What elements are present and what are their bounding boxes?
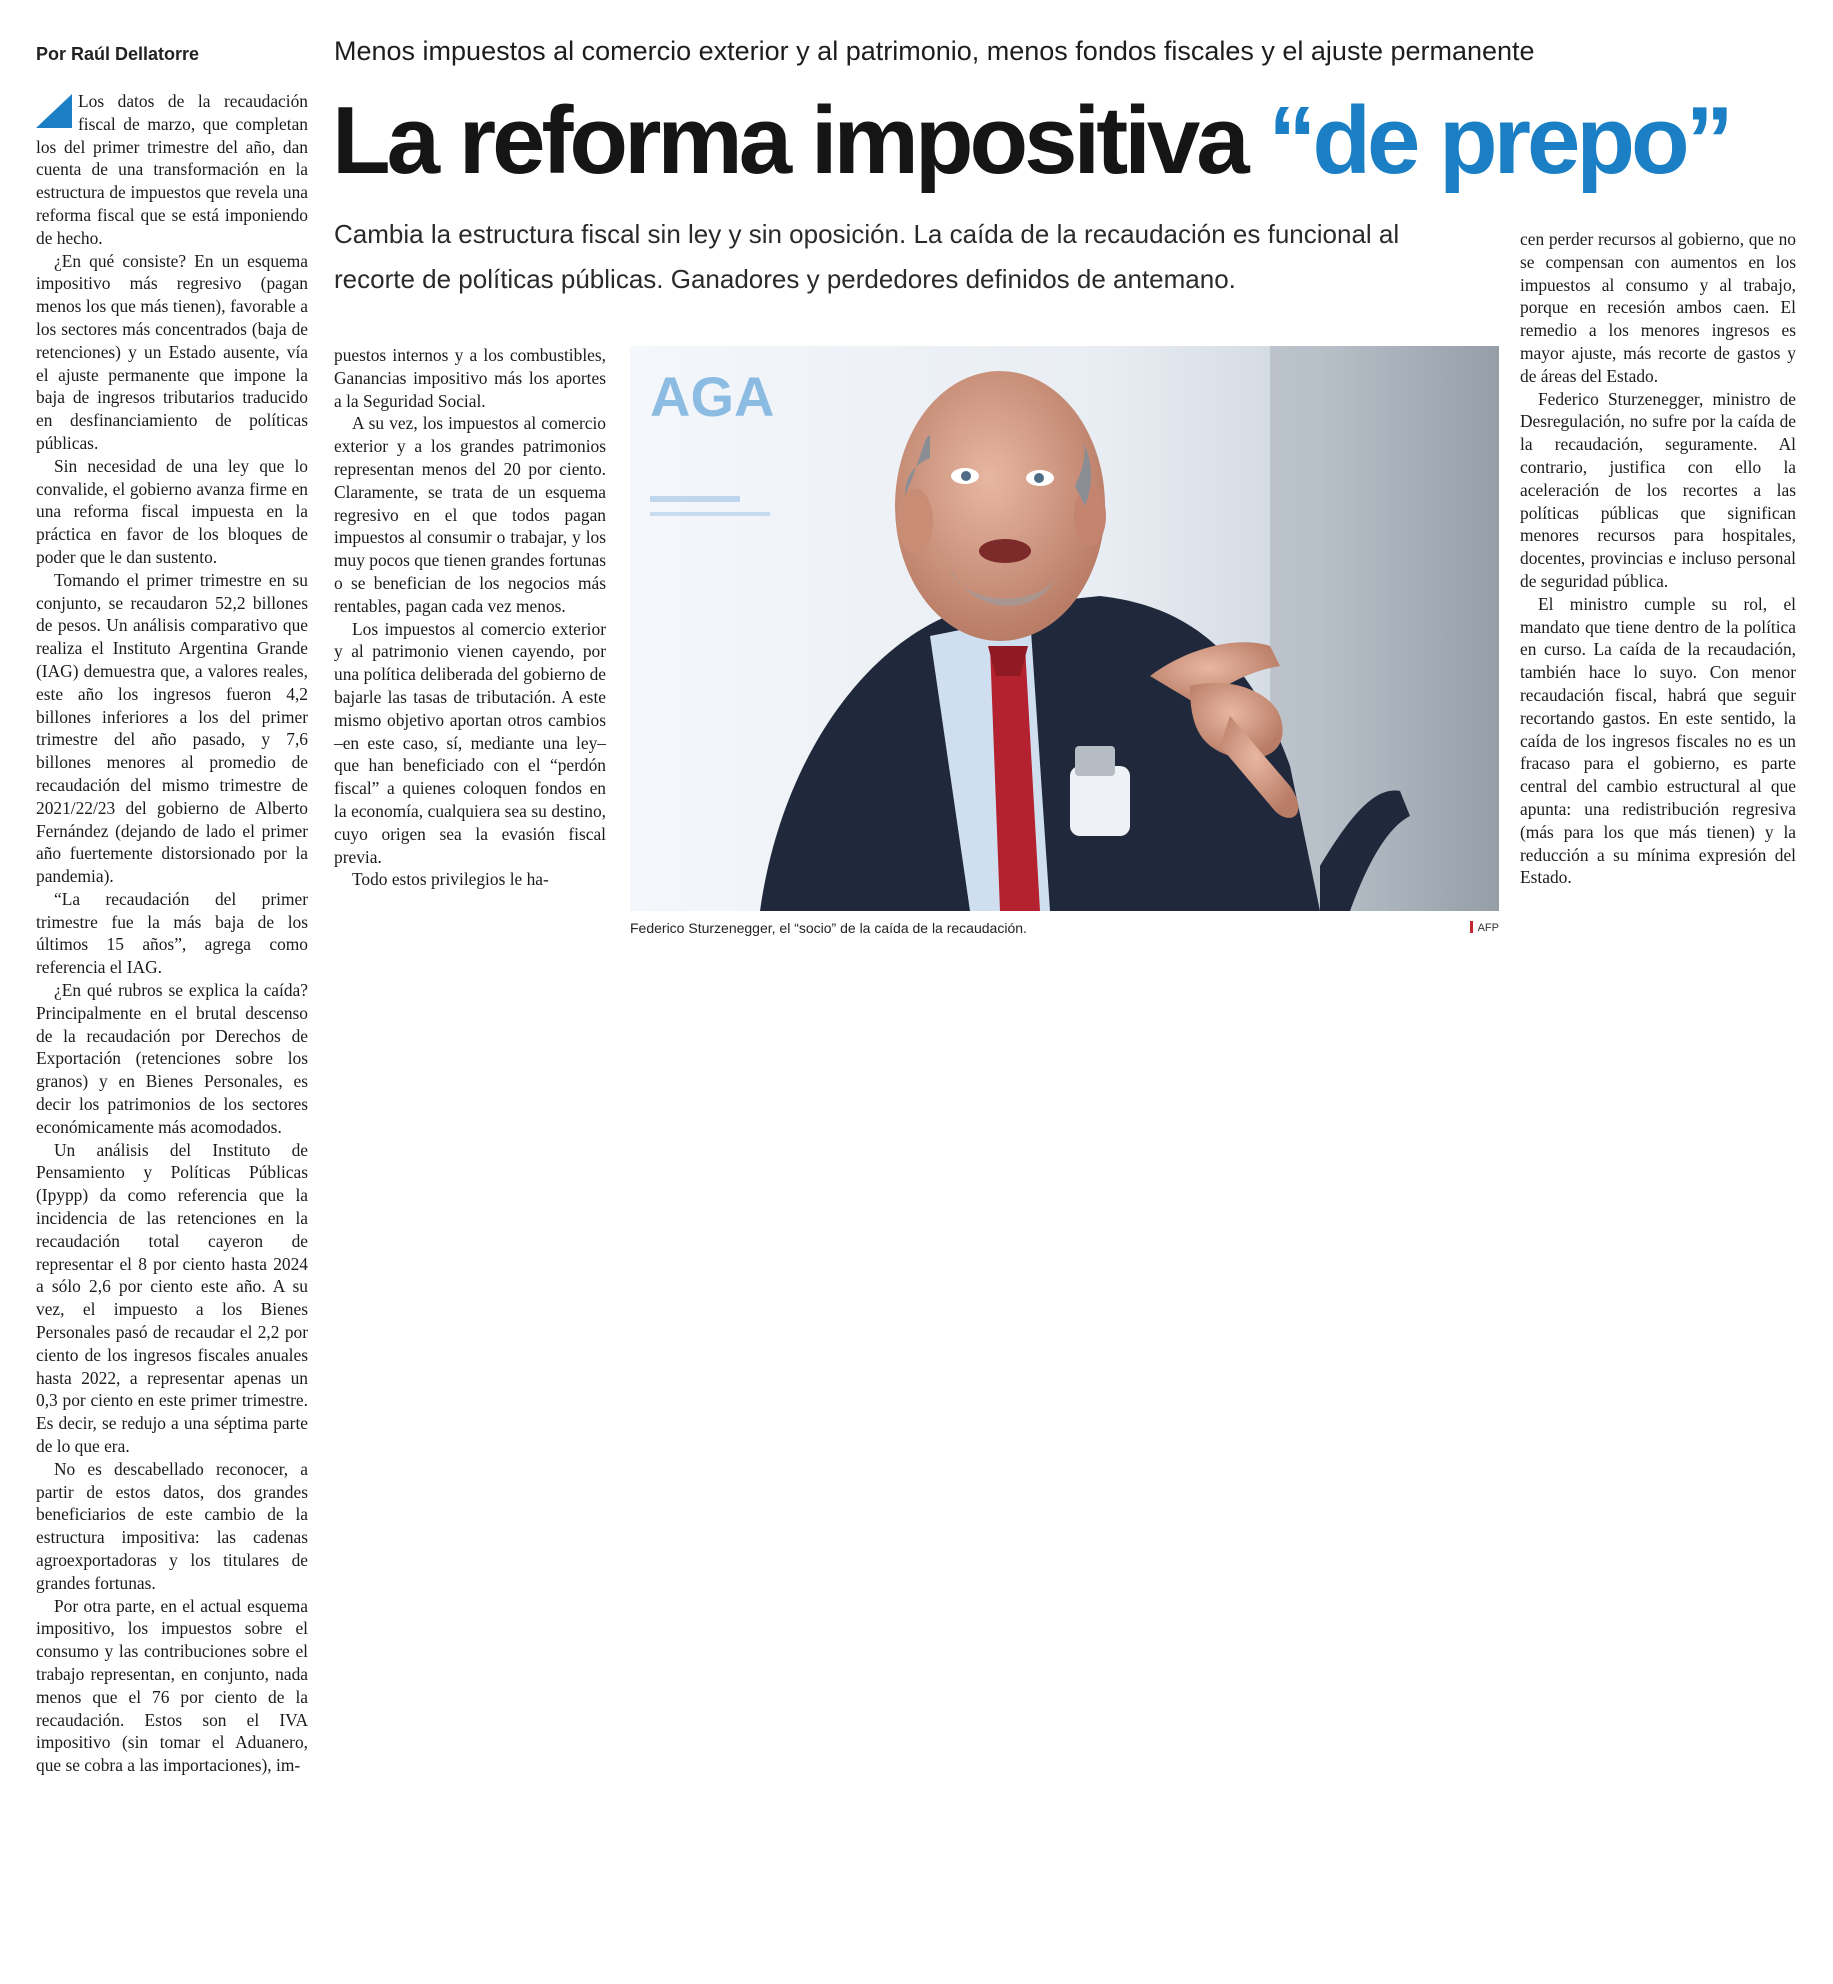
- photo-caption-text: Federico Sturzenegger, el “socio” de la caída de la recaudación.: [630, 920, 1027, 936]
- photo-credit: [1470, 921, 1499, 934]
- article-paragraph: Federico Sturzenegger, ministro de Desregulación, no sufre por la caída de la recaudación, seguramente. Al contrario, justifica con ello la aceleración de los recortes a las políticas públicas que significan menores recursos para hospitales, docentes, provincias e incluso personal de seguridad pública.: [1520, 388, 1796, 591]
- article-paragraph: Los datos de la recaudación fiscal de marzo, que completan los del primer trimestre del año, dan cuenta de una transformación en la estructura de impuestos que revela una reforma fiscal que se está imponiendo de hecho.: [36, 91, 308, 248]
- article-paragraph: Por otra parte, en el actual esquema impositivo, los impuestos sobre el consumo y las contribuciones sobre el trabajo representan, en conjunto, nada menos que el 76 por ciento de la recaudación. Estos son el IVA impositivo (sin tomar el Aduanero, que se cobra a las importaciones), im-: [36, 1595, 308, 1776]
- article-paragraph: Sin necesidad de una ley que lo convalide, el gobierno avanza firme en una reforma fiscal impuesta en la práctica en favor de los bloques de poder que le dan sustento.: [36, 455, 308, 567]
- photo-caption: [630, 920, 1499, 936]
- article-paragraph: Tomando el primer trimestre en su conjunto, se recaudaron 52,2 billones de pesos. Un análisis comparativo que realiza el Instituto Argentina Grande (IAG) demuestra que, a valores reales, este año los ingresos fueron 4,2 billones inferiores a los del primer trimestre del año pasado, y 7,6 billones menores al promedio de recaudación del mismo trimestre de 2021/22/23 del gobierno de Alberto Fernández (dejando de lado el primer año fuertemente distorsionado por la pandemia).: [36, 569, 308, 887]
- credit-bar-icon: [1470, 921, 1473, 933]
- article-column-1: [36, 90, 308, 1777]
- article-column-4: [1520, 228, 1796, 889]
- headline: [332, 86, 1730, 196]
- article-paragraph: Todo estos privilegios le ha-: [352, 869, 549, 890]
- triangle-marker-icon: [36, 94, 72, 128]
- article-paragraph: ¿En qué rubros se explica la caída? Principalmente en el brutal descenso de la recaudación por Derechos de Exportación (retenciones sobre los granos) y en Bienes Personales, es decir los patrimonios de los sectores económicamente más acomodados.: [36, 980, 308, 1137]
- article-paragraph: No es descabellado reconocer, a partir de estos datos, dos grandes beneficiarios de este cambio de la estructura impositiva: las cadenas agroexportadoras y los titulares de grandes fortunas.: [36, 1458, 308, 1593]
- kicker: Menos impuestos al comercio exterior y al patrimonio, menos fondos fiscales y el ajuste permanente: [334, 36, 1535, 66]
- photo-illustration: [630, 346, 1499, 911]
- article-paragraph: Un análisis del Instituto de Pensamiento y Políticas Públicas (Ipypp) da como referencia que la incidencia de las retenciones en la recaudación total cayeron de representar el 8 por ciento hasta 2024 a sólo 2,6 por ciento este año. A su vez, el impuesto a los Bienes Personales pasó de recaudar el 2,2 por ciento de los ingresos fiscales anuales hasta 2022, a representar apenas un 0,3 por ciento en este primer trimestre. Es decir, se redujo a una séptima parte de lo que era.: [36, 1139, 308, 1457]
- photo-credit-text: AFP: [1477, 922, 1499, 934]
- headline-main: La reforma impositiva: [332, 87, 1269, 194]
- article-photo: [630, 346, 1499, 911]
- article-paragraph: A su vez, los impuestos al comercio exterior y a los grandes patrimonios representan menos del 20 por ciento. Claramente, se trata de un esquema regresivo en el que todos pagan impuestos al consumir o trabajar, y los muy pocos que tienen grandes fortunas o se benefician de los negocios más rentables, pagan cada vez menos.: [334, 413, 606, 616]
- article-paragraph: “La recaudación del primer trimestre fue la más baja de los últimos 15 años”, agrega como referencia el IAG.: [36, 888, 308, 978]
- article-paragraph: cen perder recursos al gobierno, que no se compensan con aumentos en los impuestos al consumo y al trabajo, porque en recesión ambos caen. El remedio a los menores ingresos es mayor ajuste, más recorte de gastos y de áreas del Estado.: [1520, 229, 1796, 386]
- deck: Cambia la estructura fiscal sin ley y sin oposición. La caída de la recaudación es funcional al recorte de políticas públicas. Ganadores y perdedores definidos de antemano.: [334, 219, 1400, 294]
- article-paragraph: ¿En qué consiste? En un esquema impositivo más regresivo (pagan menos los que más tienen), favorable a los sectores más concentrados (baja de retenciones) y un Estado ausente, vía el ajuste permanente que impone la baja de ingresos tributarios traducido en desfinanciamiento de políticas públicas.: [36, 250, 308, 453]
- article-paragraph: Los impuestos al comercio exterior y al patrimonio vienen cayendo, por una política deliberada del gobierno de bajarle las tasas de tributación. A este mismo objetivo aportan otros cambios –en este caso, sí, mediante una ley– que han beneficiado con el “perdón fiscal” a quienes coloquen fondos en la economía, cualquiera sea su destino, cuyo origen sea la evasión fiscal previa.: [334, 618, 606, 867]
- svg-text:AGA: AGA: [650, 365, 775, 428]
- headline-accent: “de prepo”: [1268, 87, 1730, 194]
- article-column-2: [334, 344, 606, 891]
- article-paragraph: puestos internos y a los combustibles, Ganancias impositivo más los aportes a la Seguridad Social.: [334, 345, 606, 411]
- article-paragraph: El ministro cumple su rol, el mandato que tiene dentro de la política en curso. La caída de la recaudación, también hace lo suyo. Con menor recaudación fiscal, habrá que seguir recortando gastos. En este sentido, la caída de los ingresos fiscales no es un fracaso para el gobierno, es parte central del cambio estructural al que apunta: una redistribución regresiva (más para los que más tienen) y la reducción a su mínima expresión del Estado.: [1520, 593, 1796, 888]
- byline: Por Raúl Dellatorre: [36, 44, 200, 64]
